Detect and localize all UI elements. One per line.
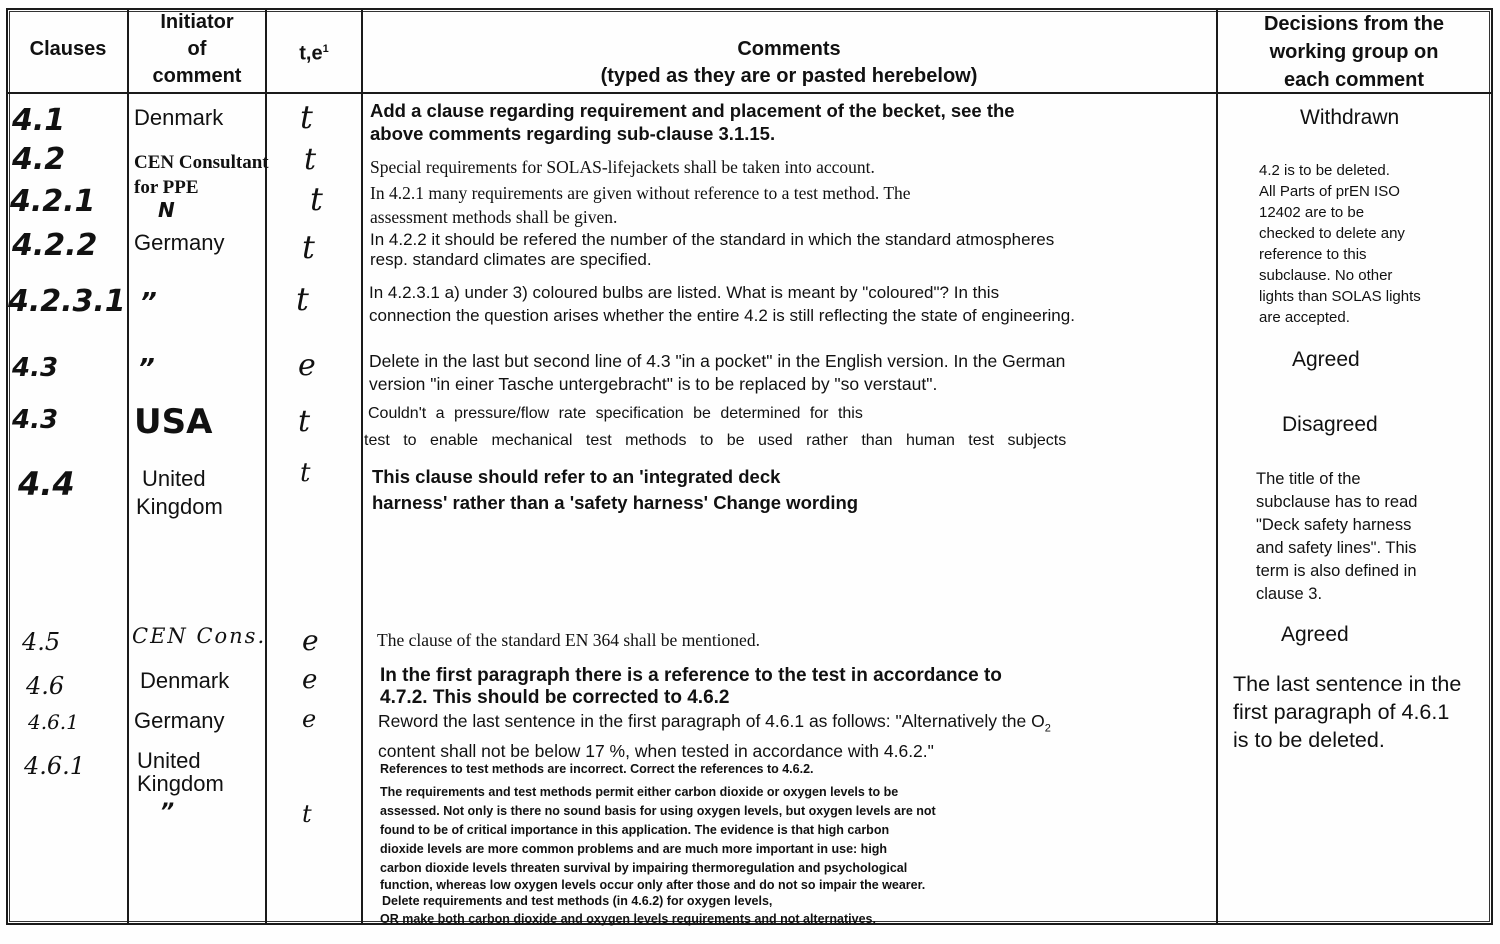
comment-4-2-1 [370,181,911,229]
initiator-ditto: ” [138,354,155,384]
comment-line: harness' rather than a 'safety harness' Change wording [372,492,859,513]
type-e: e [302,624,319,657]
decision-agreed: Agreed [1292,348,1360,371]
header-initiator-line: of [187,38,207,60]
type-e: e [298,348,316,383]
initiator-denmark-2: Denmark [140,668,230,693]
decision-line: and safety lines". This [1256,539,1417,557]
decision-line: All Parts of prEN ISO [1259,183,1400,200]
clause-4-6-1: 4.6.1 [28,710,79,734]
header-initiator [130,9,264,90]
comment-line: Couldn't a pressure/flow rate specification be determined for this [368,405,863,422]
comment-line: above comments regarding sub-clause 3.1.15. [370,123,776,144]
clause-4-2-2: 4.2.2 [12,228,98,263]
initiator-usa: USA [134,402,213,442]
column-divider [265,10,267,924]
ditto-mark: ” [160,800,175,825]
comment-line: content shall not be below 17 %, when tested in accordance with 4.6.2." [378,740,934,761]
decision-line: is to be deleted. [1233,728,1385,752]
decision-disagreed: Disagreed [1282,413,1378,436]
comment-line: connection the question arises whether the entire 4.2 is still reflecting the state of engineering. [369,306,1075,325]
comment-4-6-1 [378,710,1051,762]
decision-line: are accepted. [1259,309,1350,326]
comment-line: dioxide levels are more common problems and are much more important in use: high [380,842,888,856]
comment-line: In 4.2.1 many requirements are given without reference to a test method. The [370,183,911,203]
clause-4-6-1-uk: 4.6.1 [24,752,86,780]
header-decisions-line: each comment [1283,69,1425,91]
initiator-germany: Germany [134,230,225,255]
comment-line: version "in einer Tasche untergebracht" is to be replaced by "so verstaut". [369,374,938,394]
decision-line: 12402 are to be [1259,204,1365,221]
type-t: t [300,458,311,488]
decision-line: lights than SOLAS lights [1259,288,1421,305]
decision-4-6-1 [1233,670,1461,754]
initiator-for-ppe: for PPE [134,177,199,198]
type-t: t [300,98,313,136]
decision-line: clause 3. [1256,585,1323,603]
clause-4-3: 4.3 [12,353,59,383]
clause-4-2-3-1: 4.2.3.1 [8,284,126,319]
comment-line: In 4.2.2 it should be refered the number of the standard in which the standard atmospheres [370,230,1055,249]
type-t: t [302,228,315,266]
decision-4-4 [1256,468,1417,606]
decision-line: checked to delete any [1259,225,1405,242]
initiator-germany-2: Germany [134,708,225,733]
comment-4-3 [369,350,1065,396]
clause-4-4: 4.4 [18,465,75,503]
decision-4-2 [1259,160,1421,328]
decision-line: reference to this [1259,246,1367,263]
comment-line: The requirements and test methods permit either carbon dioxide or oxygen levels to be [380,785,899,799]
comment-line: found to be of critical importance in this application. The evidence is that high carbon [380,823,890,837]
clause-4-1: 4.1 [12,103,66,138]
initiator-uk [136,465,223,521]
type-t: t [302,800,312,828]
header-initiator-line: Initiator [160,11,234,33]
clause-4-2-1: 4.2.1 [10,184,96,219]
clause-4-6: 4.6 [26,672,65,700]
decision-agreed-2: Agreed [1281,623,1349,646]
comment-line: In the first paragraph there is a reference to the test in accordance to [380,665,1002,686]
header-type-label: t,e [299,42,323,65]
header-initiator-line: comment [152,65,242,87]
footnote-marker: 1 [322,43,329,55]
decision-line: first paragraph of 4.6.1 [1233,700,1450,724]
initiator-ditto: ” [140,288,157,318]
initiator-uk-line: United [137,748,201,773]
decision-line: term is also defined in [1256,562,1417,580]
subscript: 2 [1044,722,1051,735]
initiator-cen-consultant: CEN Consultant [134,152,269,173]
clause-4-2: 4.2 [12,142,66,177]
type-e: e [302,705,317,733]
header-comments-subtitle: (typed as they are or pasted herebelow) [600,65,978,87]
comment-4-6 [380,665,1002,709]
column-divider [1216,10,1218,924]
decision-line: subclause has to read [1256,493,1418,511]
header-comments-title: Comments [737,38,841,60]
decision-withdrawn: Withdrawn [1300,106,1400,129]
comment-4-2: Special requirements for SOLAS-lifejackets shall be taken into account. [370,157,875,177]
comment-line: carbon dioxide levels threaten survival by impairing thermoregulation and psychological [380,861,908,875]
comment-4-2-2 [370,230,1054,270]
comment-line: test to enable mechanical test methods to be used rather than human test subjects [364,432,1067,449]
comment-line: In 4.2.3.1 a) under 3) coloured bulbs are listed. What is meant by "coloured"? In this [369,283,1000,302]
comment-line: This clause should refer to an 'integrated deck [372,466,781,487]
comment-4-3-usa [364,400,1067,454]
type-t: t [298,404,311,439]
header-type [268,36,360,68]
initiator-cen-cons: CEN Cons. [132,624,267,648]
decision-line: 4.2 is to be deleted. [1259,162,1390,179]
comment-4-1 [370,99,1015,145]
comment-line: Delete requirements and test methods (in 4.6.2) for oxygen levels, [382,894,773,908]
decision-line: subclause. No other [1259,267,1393,284]
type-t: t [296,280,309,318]
header-decisions-line: Decisions from the [1263,13,1445,35]
comment-line: Add a clause regarding requirement and placement of the becket, see the [370,100,1015,121]
comment-line: assessment methods shall be given. [370,207,618,227]
header-clauses: Clauses [29,38,107,60]
type-e: e [302,665,318,695]
comment-line: Reword the last sentence in the first paragraph of 4.6.1 as follows: "Alternatively the O [378,711,1045,731]
comment-line: assessed. Not only is there no sound basis for using oxygen levels, but oxygen levels are not [380,804,936,818]
comment-line: function, whereas low oxygen levels occur only after those and do not so impair the wearer. [380,878,926,892]
comment-line: References to test methods are incorrect. Correct the references to 4.6.2. [380,762,814,776]
comment-line: OR make both carbon dioxide and oxygen levels requirements and not alternatives. [380,912,876,926]
initiator-uk-line: United [142,466,206,491]
comment-line: resp. standard climates are specified. [370,250,652,269]
initiator-uk-line: Kingdom [137,771,224,796]
comment-line: Delete in the last but second line of 4.3 "in a pocket" in the English version. In the German [369,351,1066,371]
header-decisions-line: working group on [1269,41,1439,63]
comment-line: 4.7.2. This should be corrected to 4.6.2 [380,687,730,708]
type-t: t [310,180,323,218]
comment-4-5: The clause of the standard EN 364 shall be mentioned. [377,630,760,650]
initiator-uk-2 [137,749,224,795]
initiator-denmark: Denmark [134,105,224,130]
header-decisions [1219,10,1489,94]
clause-4-3-usa: 4.3 [12,405,59,435]
initiator-uk-line: Kingdom [136,494,223,519]
ditto-mark: N [158,198,175,222]
comment-4-6-1-uk [380,760,936,929]
column-divider [361,10,363,924]
clause-4-5: 4.5 [22,628,61,656]
decision-line: The title of the [1256,470,1361,488]
column-divider [127,10,129,924]
decision-line: "Deck safety harness [1256,516,1412,534]
comment-4-2-3-1 [369,281,1075,327]
header-comments [364,36,1214,90]
comment-4-4 [372,464,858,516]
decision-line: The last sentence in the [1233,672,1462,696]
type-t: t [304,142,317,177]
